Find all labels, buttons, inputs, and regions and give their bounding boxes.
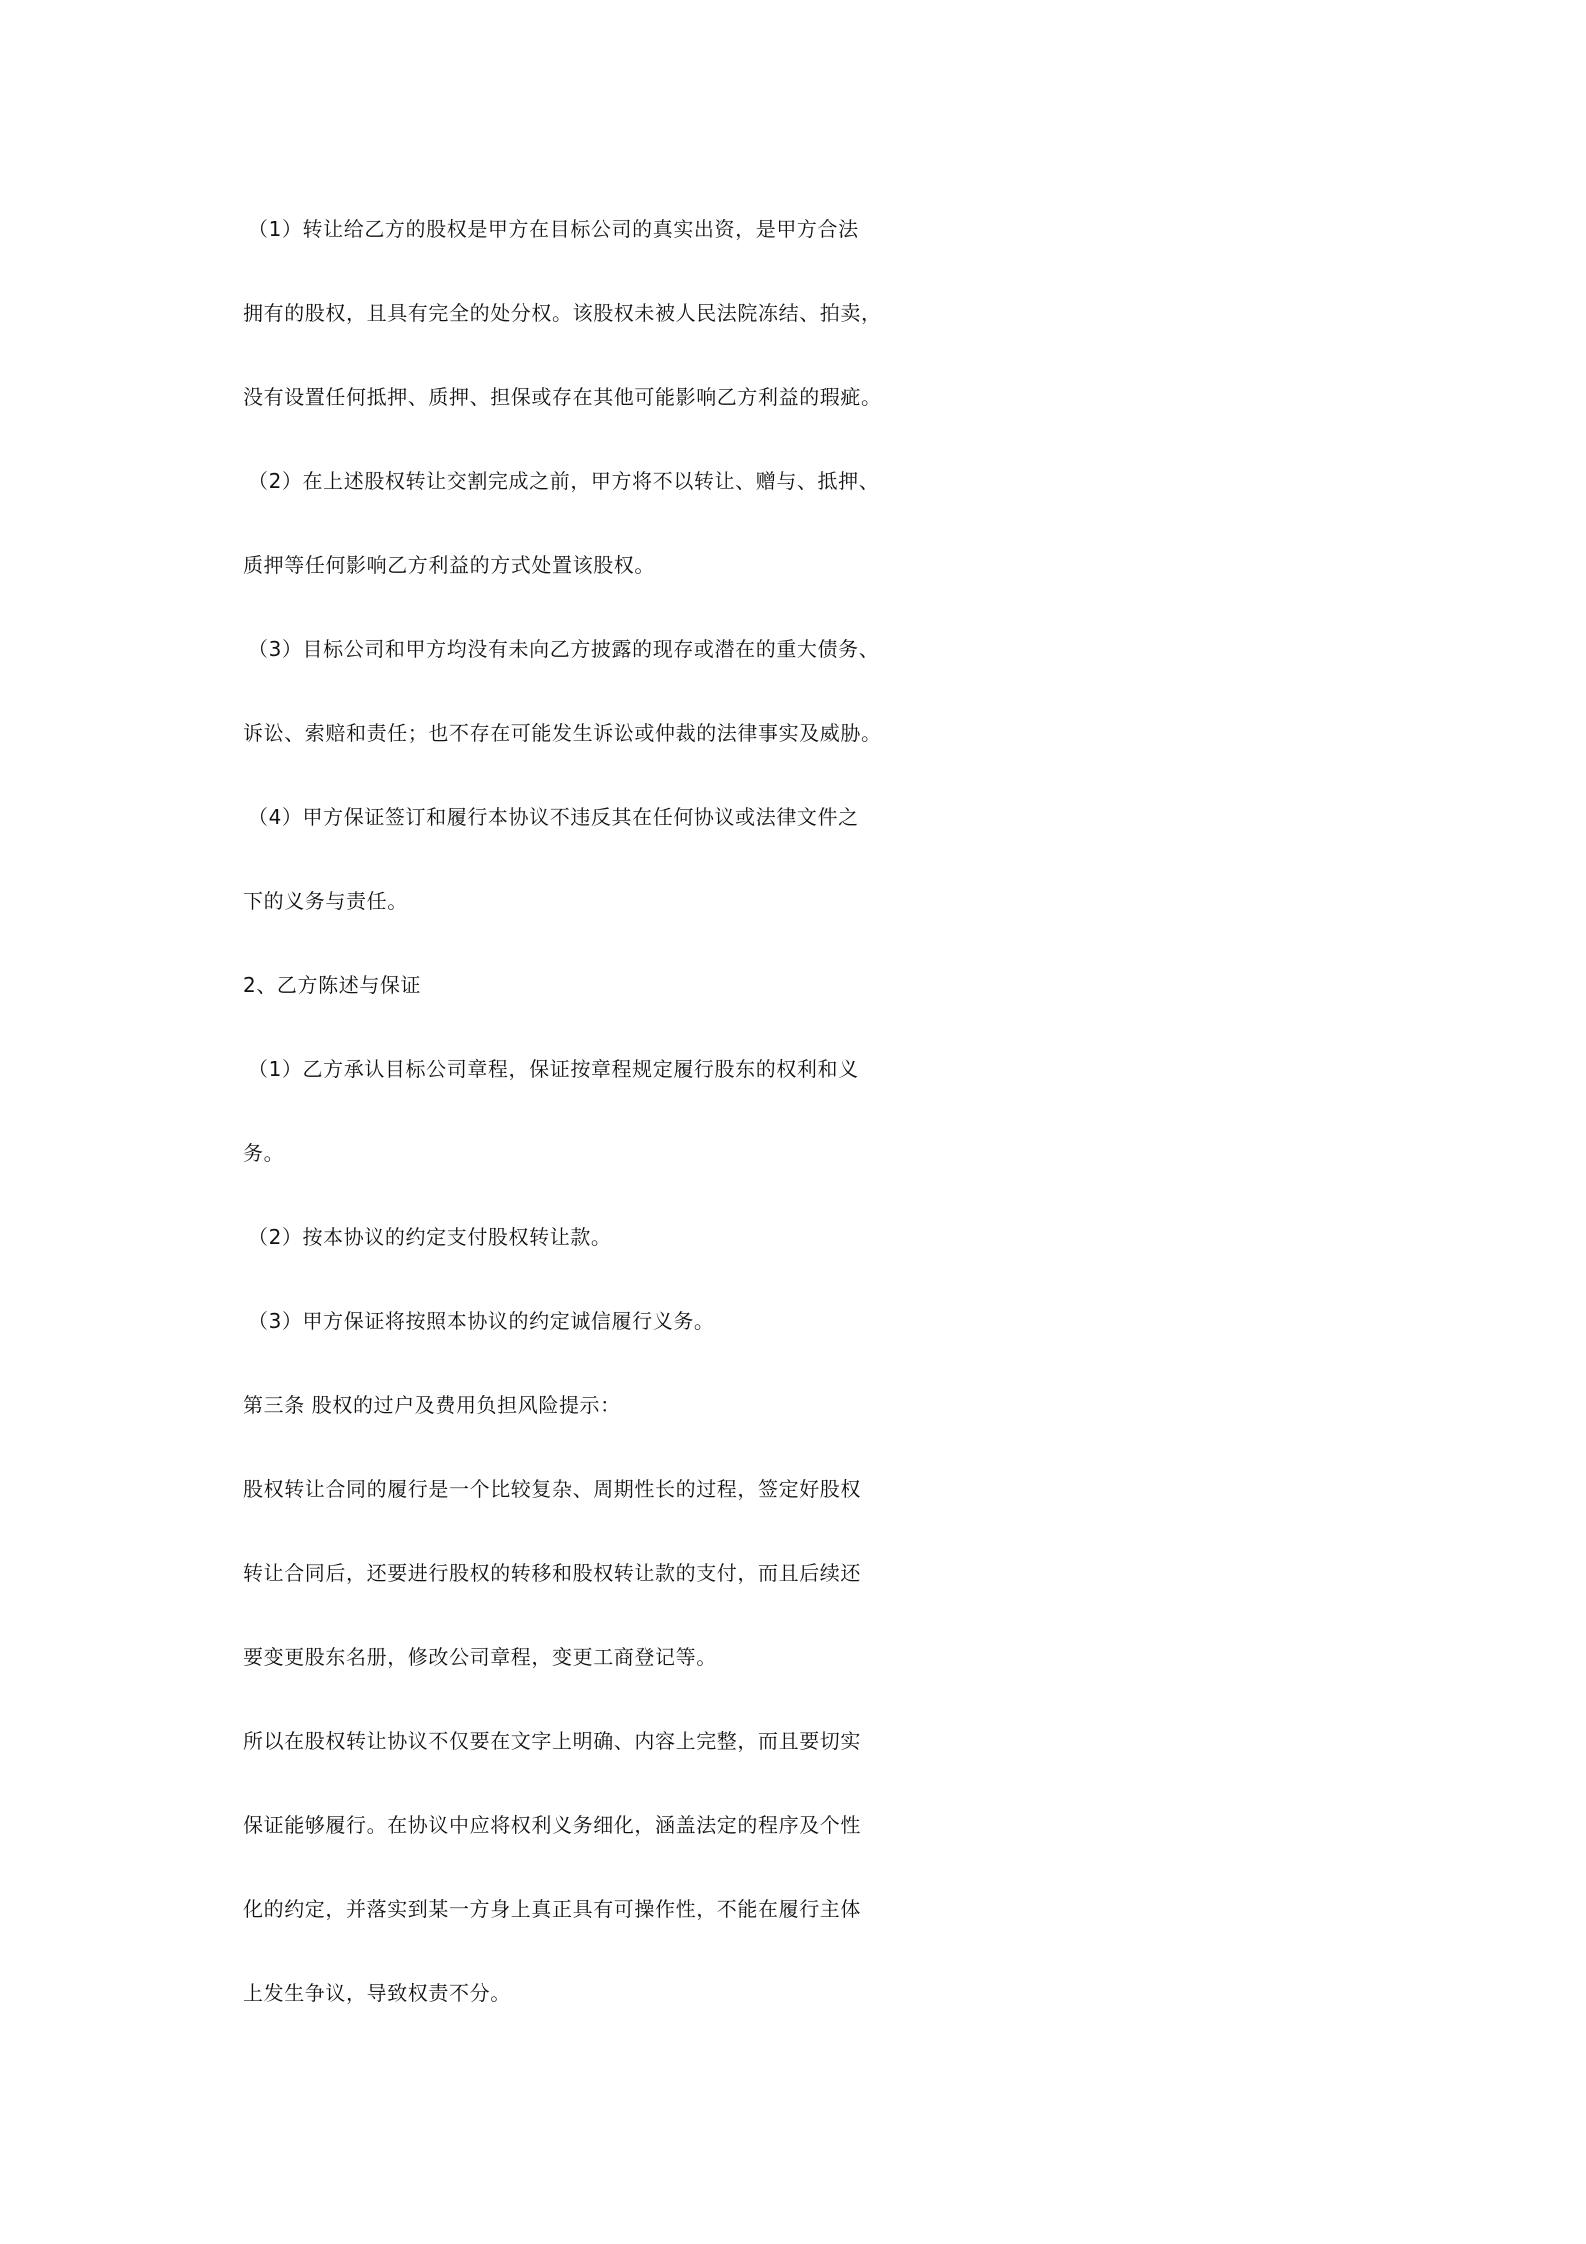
section-heading: 2、乙方陈述与保证 [243,973,422,997]
text-line: 所以在股权转让协议不仅要在文字上明确、内容上完整，而且要切实 [243,1729,861,1753]
text-line: 质押等任何影响乙方利益的方式处置该股权。 [243,553,655,577]
text-line: 要变更股东名册，修改公司章程，变更工商登记等。 [243,1645,717,1669]
text-line: 股权转让合同的履行是一个比较复杂、周期性长的过程，签定好股权 [243,1477,861,1501]
text-line: 拥有的股权，且具有完全的处分权。该股权未被人民法院冻结、拍卖， [243,301,882,325]
text-line: （1）乙方承认目标公司章程，保证按章程规定履行股东的权利和义 [248,1057,859,1081]
text-line: 化的约定，并落实到某一方身上真正具有可操作性，不能在履行主体 [243,1897,861,1921]
text-line: （2）在上述股权转让交割完成之前，甲方将不以转让、赠与、抵押、 [248,469,880,493]
text-line: 下的义务与责任。 [243,889,408,913]
text-line: 保证能够履行。在协议中应将权利义务细化，涵盖法定的程序及个性 [243,1813,861,1837]
text-line: （2）按本协议的约定支付股权转让款。 [248,1225,612,1249]
text-line: （4）甲方保证签订和履行本协议不违反其在任何协议或法律文件之 [248,805,859,829]
text-line: （3）甲方保证将按照本协议的约定诚信履行义务。 [248,1309,715,1333]
text-line: （3）目标公司和甲方均没有未向乙方披露的现存或潜在的重大债务、 [248,637,880,661]
text-line: （1）转让给乙方的股权是甲方在目标公司的真实出资，是甲方合法 [248,217,859,241]
text-line: 上发生争议，导致权责不分。 [243,1981,511,2005]
text-line: 没有设置任何抵押、质押、担保或存在其他可能影响乙方利益的瑕疵。 [243,385,882,409]
text-line: 诉讼、索赔和责任；也不存在可能发生诉讼或仲裁的法律事实及威胁。 [243,721,882,745]
article-heading: 第三条 股权的过户及费用负担风险提示： [243,1393,621,1417]
text-line: 务。 [243,1141,285,1165]
text-line: 转让合同后，还要进行股权的转移和股权转让款的支付，而且后续还 [243,1561,861,1585]
